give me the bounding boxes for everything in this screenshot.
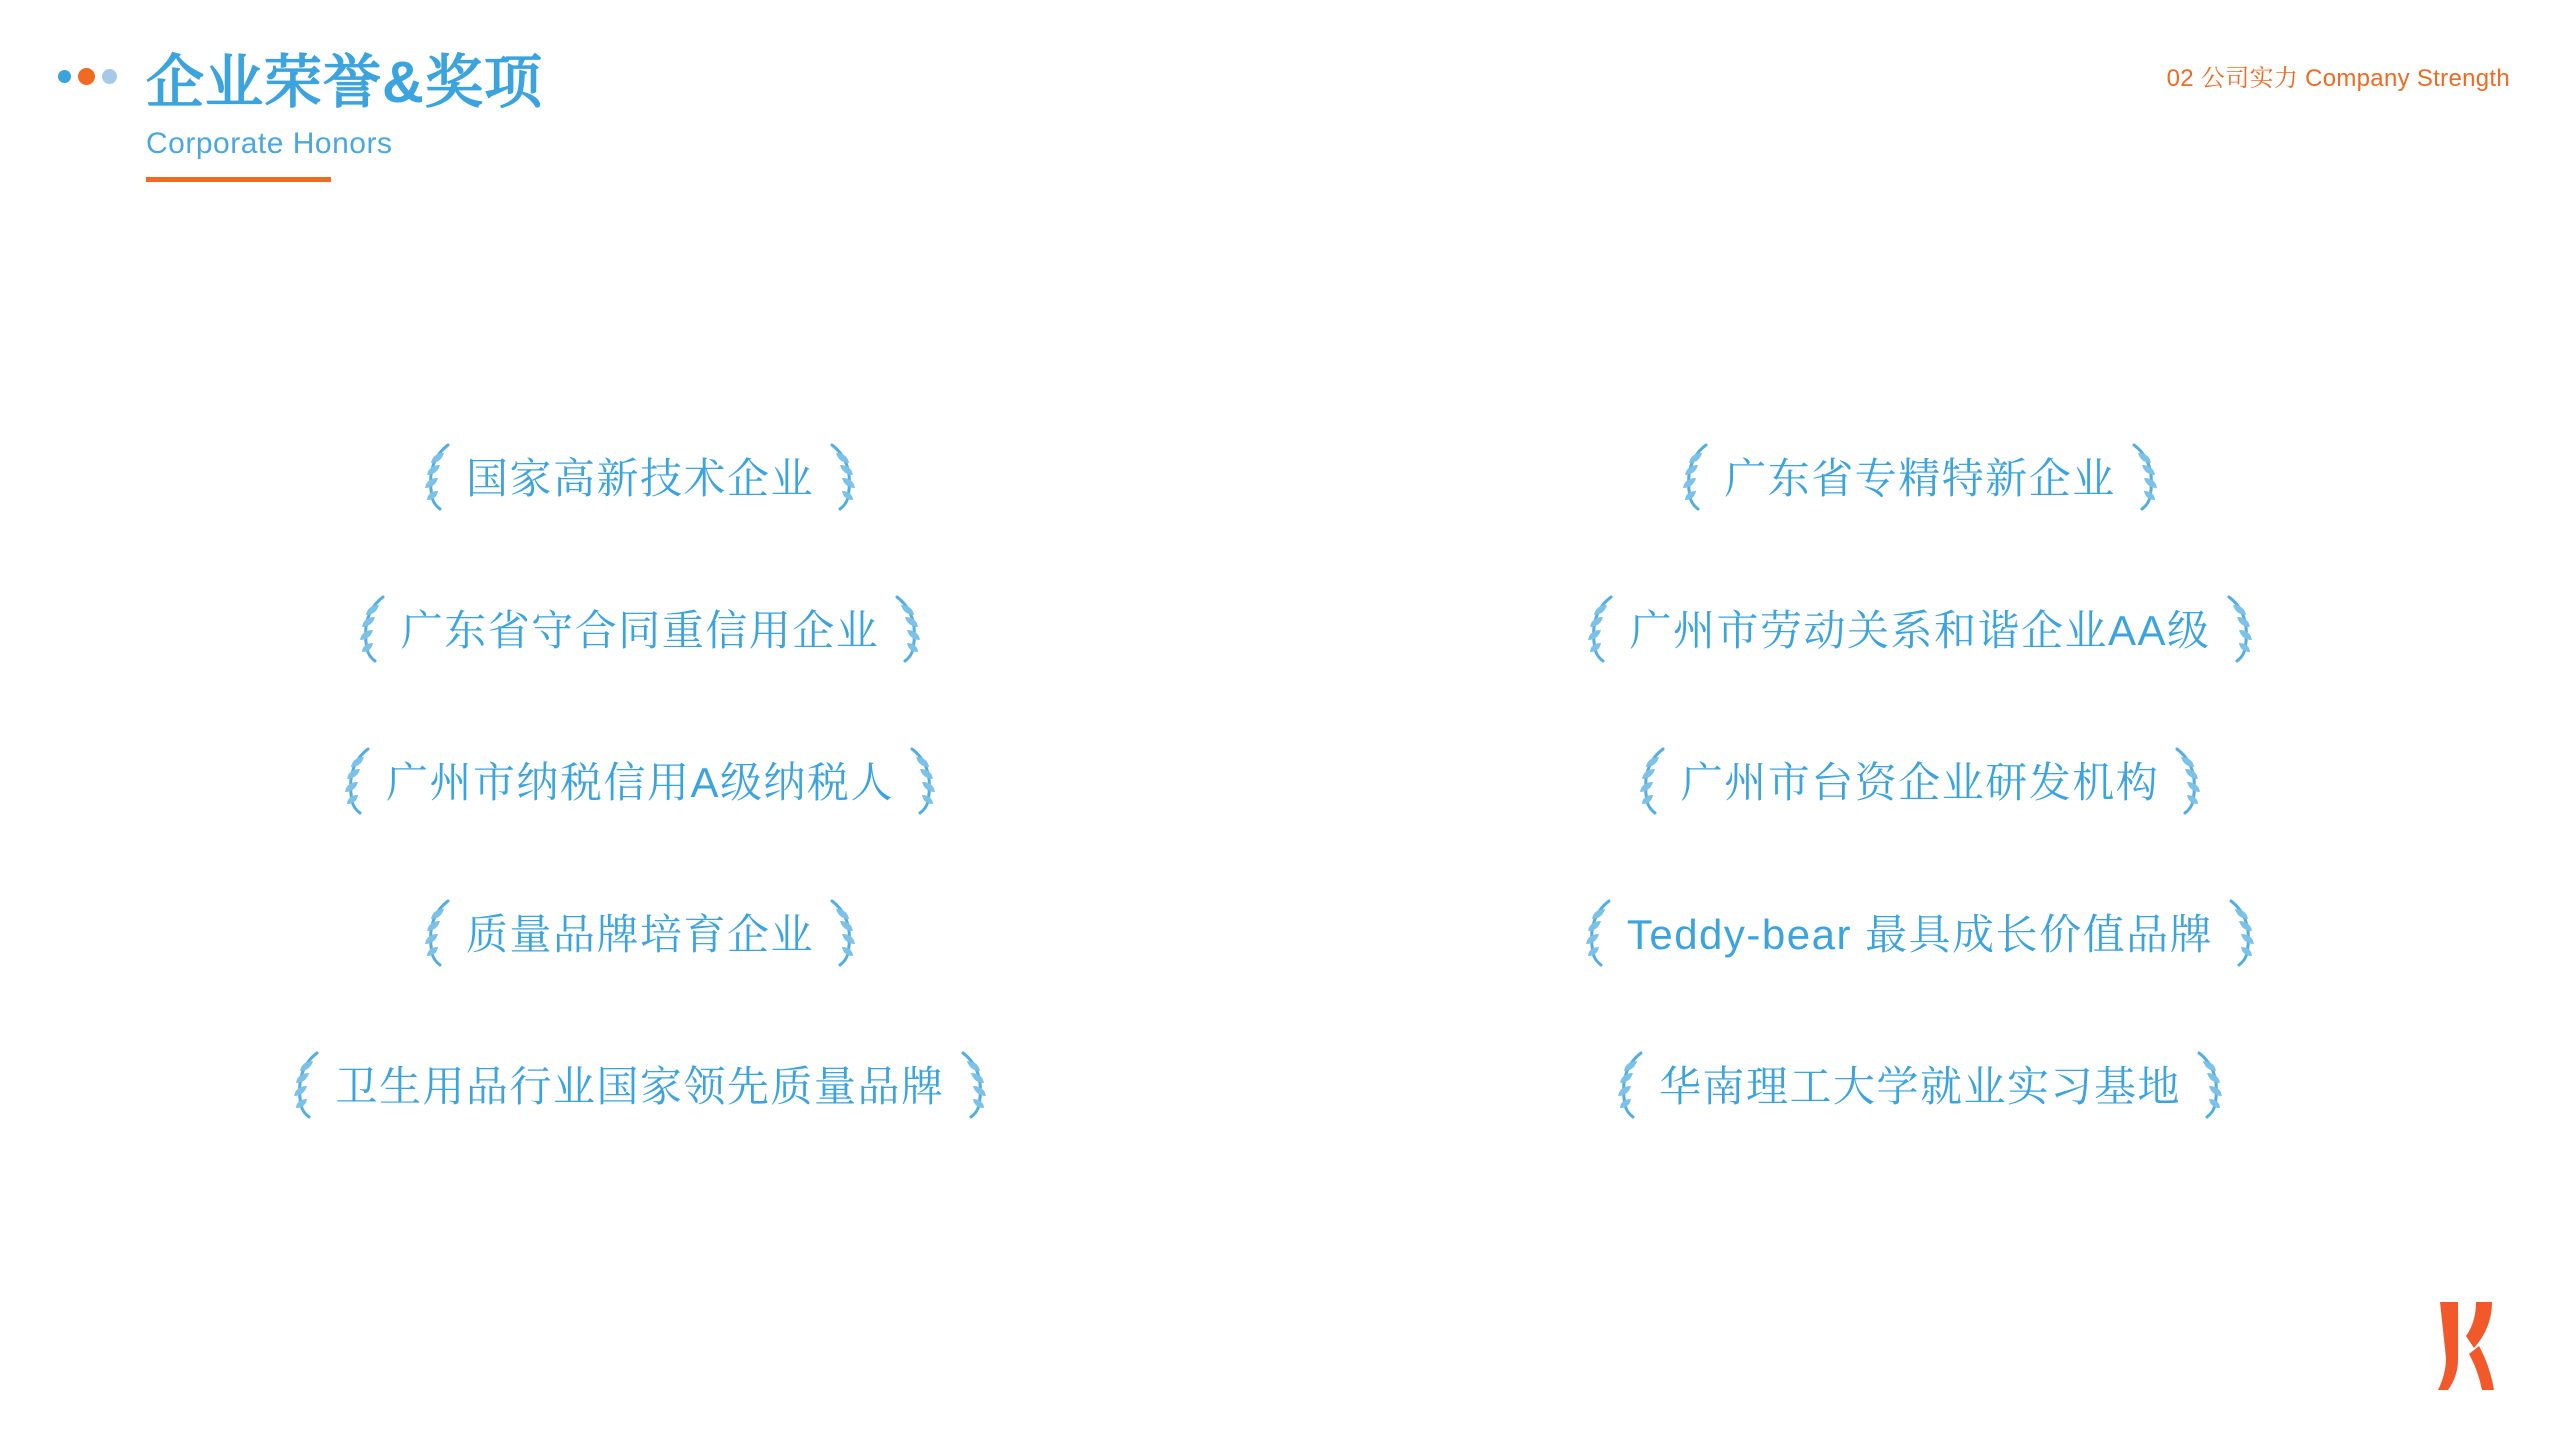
laurel-left-icon [1583,897,1617,967]
honors-grid [0,400,2560,1160]
honor-item [1280,552,2560,704]
laurel-left-icon [422,897,456,967]
laurel-left-icon [357,593,391,663]
laurel-right-icon [904,745,938,815]
honor-label: 广州市台资企业研发机构 [1680,759,2160,806]
honor-label: 广州市纳税信用A级纳税人 [385,759,894,806]
laurel-right-icon [2169,745,2203,815]
laurel-left-icon [1585,593,1619,663]
honor-label: 质量品牌培育企业 [465,911,814,958]
title-underline [146,177,331,182]
honor-item [0,1008,1280,1160]
honor-label: 国家高新技术企业 [465,455,814,502]
honor-item [0,400,1280,552]
honor-item [1280,856,2560,1008]
laurel-left-icon [1680,441,1714,511]
honor-label: 广州市劳动关系和谐企业AA级 [1629,607,2211,654]
laurel-left-icon [1615,1049,1649,1119]
light-blue-dot-icon [102,69,117,84]
honor-label: 华南理工大学就业实习基地 [1658,1063,2181,1110]
laurel-left-icon [1637,745,1671,815]
laurel-right-icon [2191,1049,2225,1119]
honor-label: 卫生用品行业国家领先质量品牌 [335,1063,945,1110]
slide-header [0,0,2560,270]
blue-dot-icon [58,70,71,83]
honor-item [0,856,1280,1008]
honor-item [1280,704,2560,856]
laurel-left-icon [342,745,376,815]
section-tag: 02 公司实力 Company Strength [2166,65,2510,92]
honor-label: 广东省专精特新企业 [1724,455,2116,502]
laurel-right-icon [2221,593,2255,663]
page-title: 企业荣誉&奖项 [146,50,543,115]
honor-label: Teddy-bear 最具成长价值品牌 [1626,911,2214,958]
laurel-right-icon [2223,897,2257,967]
honor-label: 广东省守合同重信用企业 [400,607,880,654]
laurel-right-icon [889,593,923,663]
laurel-right-icon [955,1049,989,1119]
laurel-left-icon [291,1049,325,1119]
laurel-right-icon [2126,441,2160,511]
orange-dot-icon [78,68,95,85]
laurel-left-icon [422,441,456,511]
page-subtitle: Corporate Honors [146,126,393,160]
title-block [146,52,543,182]
honor-item [0,552,1280,704]
laurel-right-icon [824,897,858,967]
laurel-right-icon [824,441,858,511]
brand-mark-icon [2436,1300,2498,1392]
honor-item [0,704,1280,856]
decorative-dots [58,68,117,85]
honor-item [1280,400,2560,552]
honor-item [1280,1008,2560,1160]
